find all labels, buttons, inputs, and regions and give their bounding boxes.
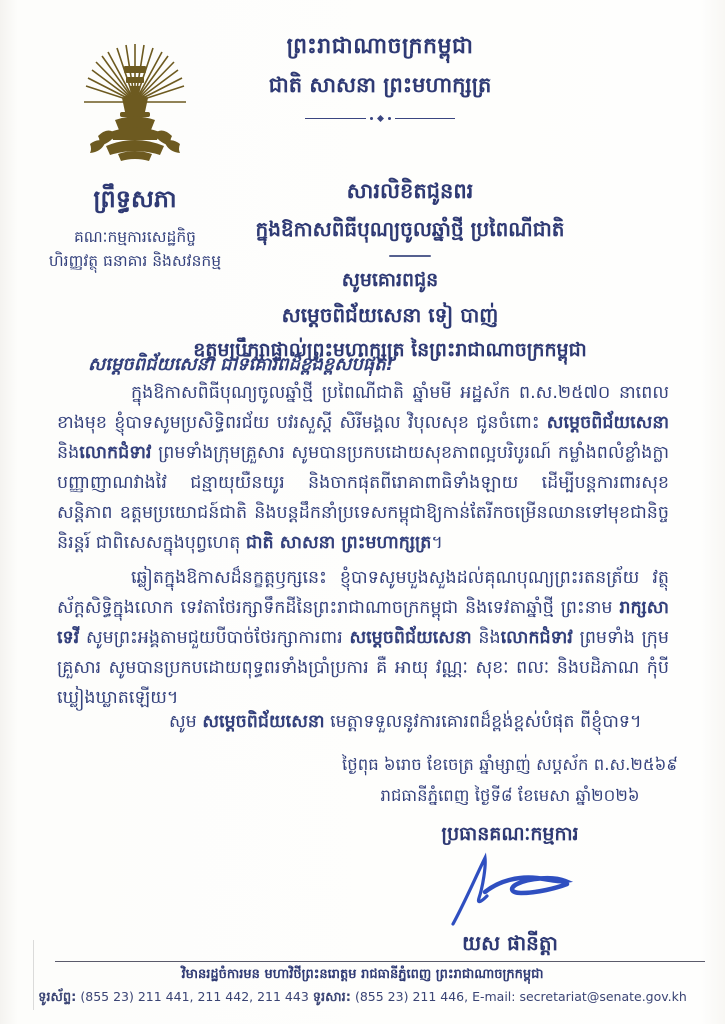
p3-text: មេត្តាទទួលនូវការគោរពដ៏ខ្ពង់ខ្ពស់បំផុត ពីខ្ញុំបាទ។ [324, 712, 642, 732]
commission-line1: គណៈកម្មការសេដ្ឋកិច្ច [73, 228, 197, 246]
p1-text: និង [57, 443, 80, 463]
p1-text: ព្រមទាំងក្រុមគ្រួសារ សូមបានប្រកបដោយសុខភាពល្អបរិបូរណ៍ កម្លាំងពលំខ្លាំងក្លា បញ្ញាញាណវាងវៃ ជន្មាយុយឺនយូរ និងចាកផុតពីរោគាពាធិទាំងឡាយ ដើម្បីបន្តការពារសុខសន្តិភាព ឧត្តមប្រយោជន៍ជាតិ និងបន្តដឹកនាំប្រទេសកម្ពុជាឱ្យកាន់តែរីកចម្រើនឈានទៅមុខជានិច្ចនិរន្តរ៍ ជាពិសេសក្នុងបុព្វហេតុ [57, 443, 669, 553]
body-paragraph-2 [57, 563, 669, 713]
letter-title-line2: ក្នុងឱកាសពិធីបុណ្យចូលឆ្នាំថ្មី ប្រពៃណីជាតិ [255, 217, 565, 241]
p1-text: ក្នុងឱកាសពិធីបុណ្យចូលឆ្នាំថ្មី ប្រពៃណីជាតិ ឆ្នាំមមី អដ្ឋស័ក ព.ស.២៥៧០ នាពេលខាងមុខ ខ្ញុំបាទសូមប្រសិទ្ធិពរជ័យ បវរសួស្ដី សិរីមង្គល វិបុលសុខ ជូនចំពោះ [57, 383, 669, 433]
addressee-position: ឧត្តមប្រឹក្សាផ្ទាល់ព្រះមហាក្សត្រ នៃព្រះរាជាណាចក្រកម្ពុជា [193, 339, 587, 361]
lunar-date: ថ្ងៃពុធ ៦រោច ខែចេត្រ ឆ្នាំម្សាញ់ សប្តស័ក ព.ស.២៥៦៩ [342, 755, 678, 774]
national-motto: ជាតិ សាសនា ព្រះមហាក្សត្រ [268, 73, 492, 97]
footer-divider [55, 961, 705, 962]
phone-label: ទូរស័ព្ទ: [38, 990, 77, 1005]
p2-bold-name: សម្តេចពិជ័យសេនា [349, 628, 472, 648]
p2-text: សូមព្រះអង្គតាមជួយបីបាច់ថែរក្សាការពារ [79, 628, 350, 648]
p2-text: ឆ្លៀតក្នុងឱកាសដ៏នក្ខត្តឫក្សនេះ ខ្ញុំបាទសូមបួងសួងដល់គុណបុណ្យព្រះរតនត្រ័យ វត្ថុស័ក្តសិទ្ធិក្នុងលោក ទេវតាថែរក្សាទឹកដីនៃព្រះរាជាណាចក្រកម្ពុជា និងទេវតាឆ្នាំថ្មី ព្រះនាម [57, 568, 669, 618]
institution-name: ព្រឹទ្ធសភា [93, 185, 177, 213]
letter-title [180, 178, 640, 257]
footer-address: វិមានរដ្ឋចំការមន មហាវិថីព្រះនរោត្តម រាជធានីភ្នំពេញ ព្រះរាជាណាចក្រកម្ពុជា [181, 967, 544, 982]
gregorian-date: រាជធានីភ្នំពេញ ថ្ងៃទី៨ ខែមេសា ឆ្នាំ២០២៦ [380, 786, 640, 805]
p2-text: ព្រមទាំង ក្រុមគ្រួសារ សូមបានប្រកបដោយពុទ្ធពរទាំងប្រាំប្រការ គឺ អាយុ វណ្ណៈ សុខៈ ពលៈ និងបដិភាណ កុំបីឃ្លៀងឃ្លាតឡើយ។ [57, 628, 669, 708]
scan-artifact [33, 940, 34, 1010]
phone-numbers: (855 23) 211 441, 211 442, 211 443 [76, 989, 313, 1004]
p1-text: ។ [431, 533, 443, 553]
p1-bold-spouse: លោកជំទាវ [79, 443, 152, 463]
signoff-block [320, 755, 700, 960]
signature-icon [425, 852, 595, 930]
p1-bold-motto: ជាតិ សាសនា ព្រះមហាក្សត្រ [245, 533, 432, 553]
footer [0, 966, 725, 1008]
ornament-divider-icon [305, 113, 455, 123]
addressee-name: សម្តេចពិជ័យសេនា ទៀ បាញ់ [281, 303, 499, 327]
p2-text: និង [471, 628, 501, 648]
salutation-line: សម្តេចពិជ័យសេនា ជាទីគោរពដ៏ខ្ពង់ខ្ពស់បំផុត! [88, 354, 394, 375]
letter-title-line1: សារលិខិតជូនពរ [346, 179, 474, 203]
footer-contact [0, 989, 725, 1008]
addressee-salute: សូមគោរពជូន [341, 269, 439, 291]
national-header [160, 32, 600, 123]
addressee-block [110, 262, 670, 366]
title-underline [389, 255, 431, 257]
signer-name: យស ផានីត្តា [462, 931, 558, 955]
p2-bold-spouse: លោកជំទាវ [500, 628, 573, 648]
p1-bold-name: សម្តេចពិជ័យសេនា [546, 413, 669, 433]
commission-line2: ហិរញ្ញវត្ថុ ធនាគារ និងសវនកម្ម [48, 252, 222, 271]
fax-email: (855 23) 211 446, E-mail: secretariat@senate.gov.kh [351, 989, 687, 1004]
fax-label: ទូរសារ: [312, 990, 351, 1005]
p2-bold-angel-name: រាក្សសាទេវី [57, 598, 669, 648]
p3-bold-name: សម្តេចពិជ័យសេនា [202, 712, 325, 732]
kingdom-title: ព្រះរាជាណាចក្រកម្ពុជា [286, 34, 474, 59]
body-paragraph-3 [57, 707, 669, 737]
p3-text: សូម [169, 712, 203, 732]
body-paragraph-1 [57, 378, 669, 558]
signer-title: ប្រធានគណៈកម្មការ [441, 823, 579, 845]
